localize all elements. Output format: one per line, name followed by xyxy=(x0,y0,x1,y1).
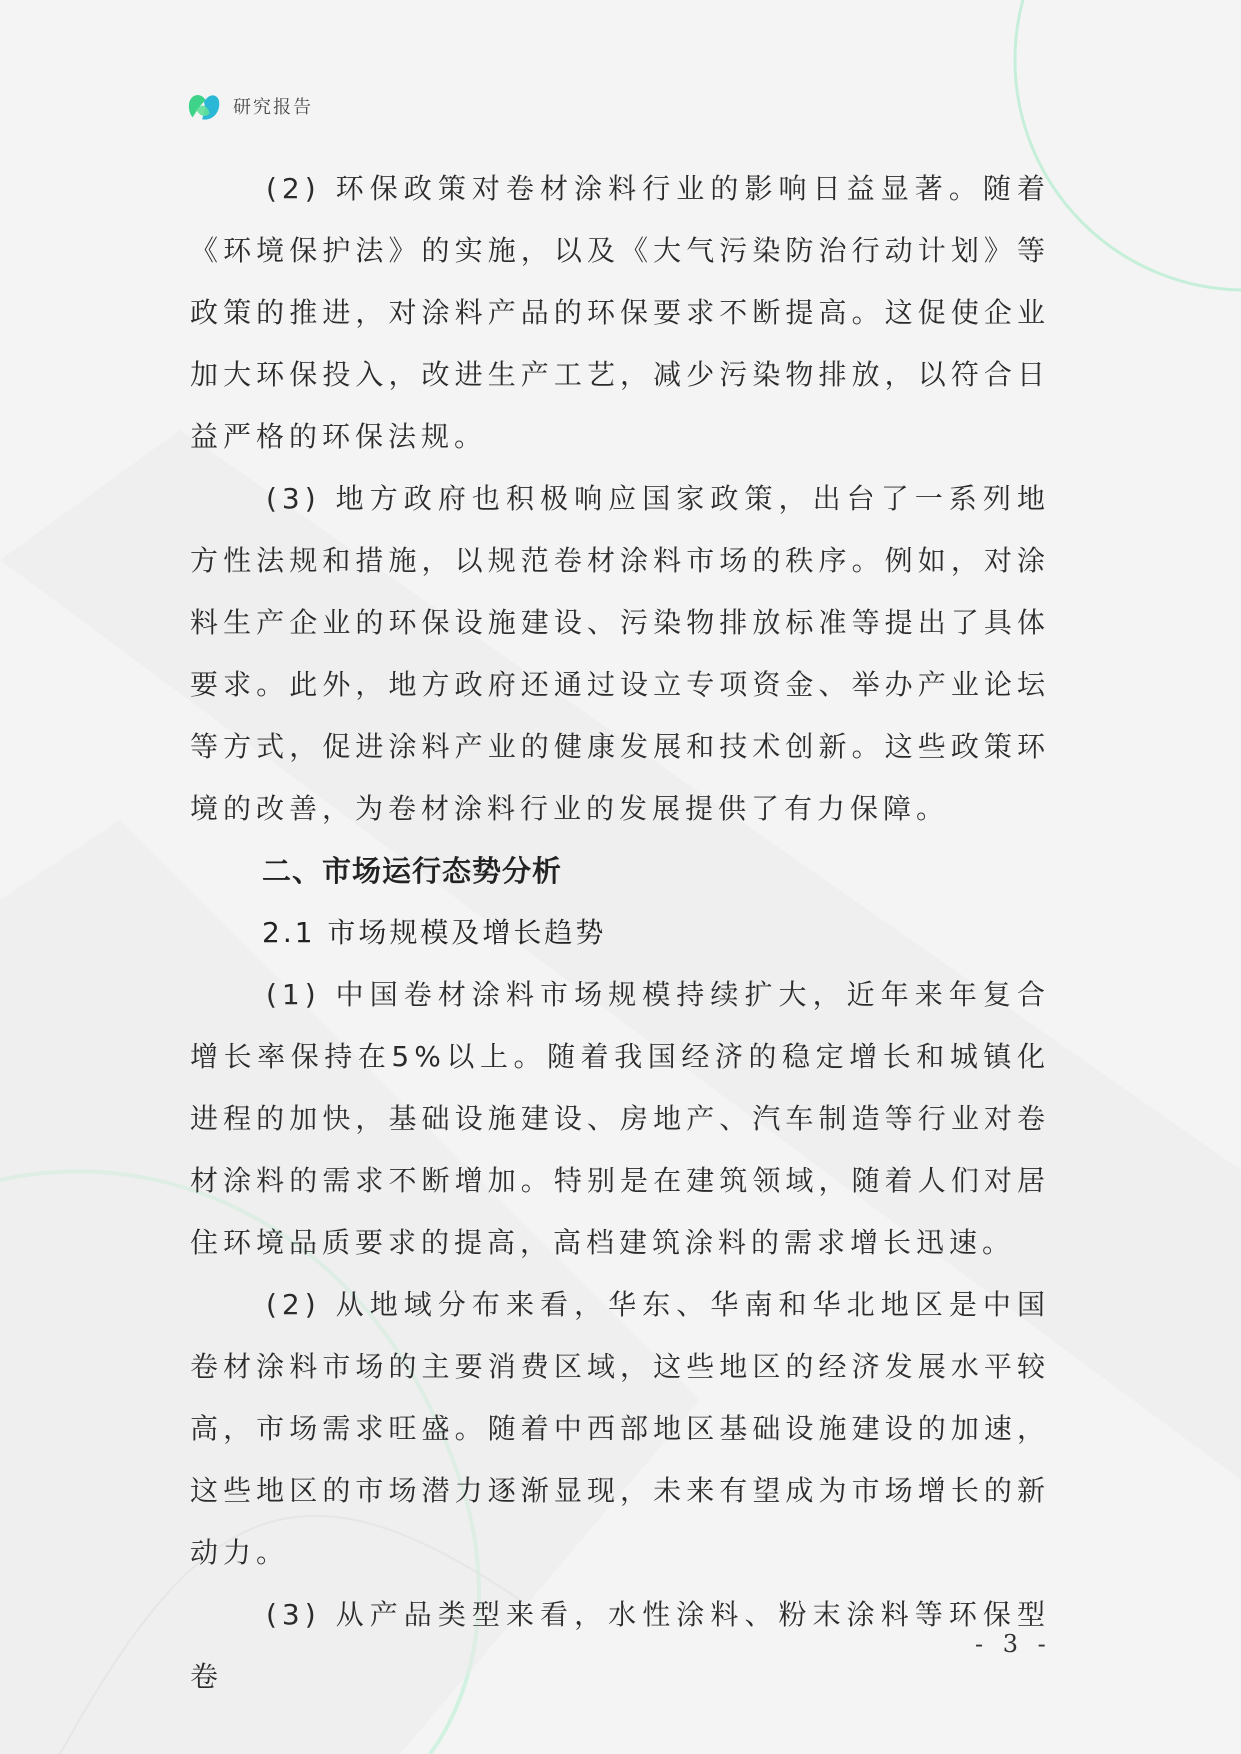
section-heading-market-analysis: 二、市场运行态势分析 xyxy=(262,854,563,888)
page-number: - 3 - xyxy=(975,1630,1052,1658)
subsection-heading-market-size: 2.1 市场规模及增长趋势 xyxy=(262,916,607,949)
paragraph-local-government: (3) 地方政府也积极响应国家政策，出台了一系列地方性法规和措施，以规范卷材涂料市场的秩序。例如，对涂料生产企业的环保设施建设、污染物排放标准等提出了具体要求。此外，地方政府还通过设立专项资金、举办产业论坛等方式，促进涂料产业的健康发展和技术创新。这些政策环境的改善，为卷材涂料行业的发展提供了有力保障。 xyxy=(190,482,1050,825)
leaf-logo-icon xyxy=(185,89,223,123)
paragraph-product-types: (3) 从产品类型来看，水性涂料、粉末涂料等环保型卷 xyxy=(190,1598,1050,1693)
paragraph-regional-distribution: (2) 从地域分布来看，华东、华南和华北地区是中国卷材涂料市场的主要消费区域，这些地区的经济发展水平较高，市场需求旺盛。随着中西部地区基础设施建设的加速，这些地区的市场潜力逐渐显现，未来有望成为市场增长的新动力。 xyxy=(190,1288,1050,1569)
report-header xyxy=(185,86,313,126)
paragraph-environmental-policy: (2) 环保政策对卷材涂料行业的影响日益显著。随着《环境保护法》的实施，以及《大气污染防治行动计划》等政策的推进，对涂料产品的环保要求不断提高。这促使企业加大环保投入，改进生产工艺，减少污染物排放，以符合日益严格的环保法规。 xyxy=(190,172,1050,453)
header-title: 研究报告 xyxy=(233,97,313,118)
paragraph-market-scale: (1) 中国卷材涂料市场规模持续扩大，近年来年复合增长率保持在5%以上。随着我国经济的稳定增长和城镇化进程的加快，基础设施建设、房地产、汽车制造等行业对卷材涂料的需求不断增加。特别是在建筑领域，随着人们对居住环境品质要求的提高，高档建筑涂料的需求增长迅速。 xyxy=(190,978,1050,1259)
document-body xyxy=(190,158,1050,1708)
